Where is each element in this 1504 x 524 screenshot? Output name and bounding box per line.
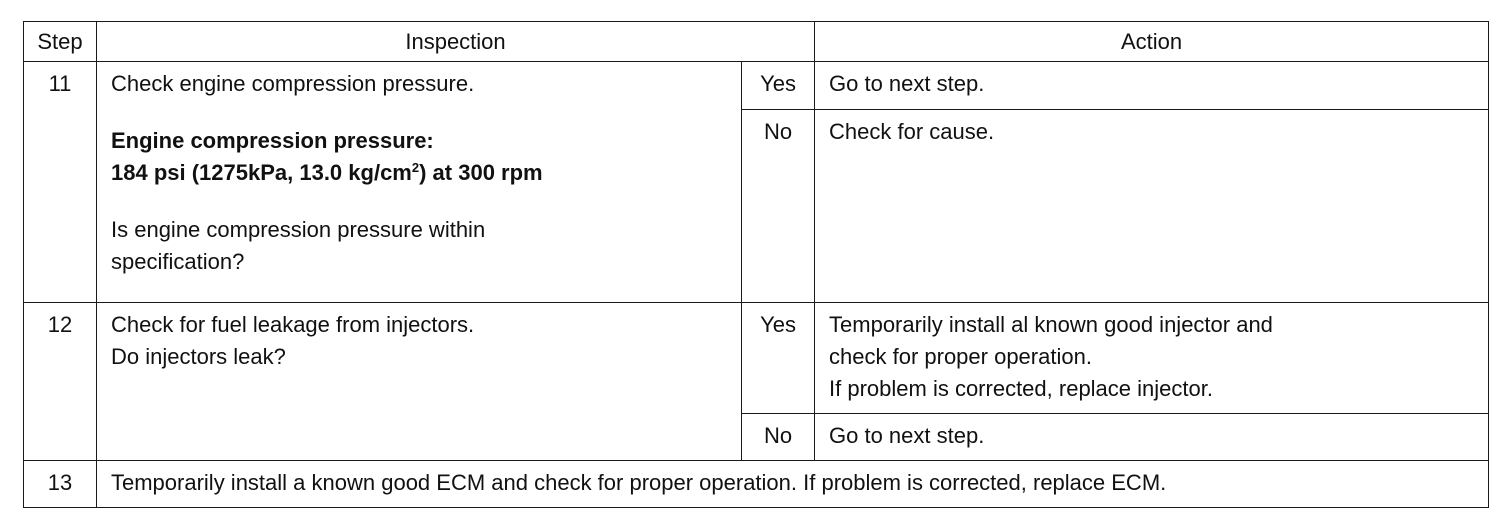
yes-label: Yes — [742, 62, 815, 110]
spec-value: 184 psi (1275kPa, 13.0 $kg/cm^2$) at 300 rpm — [111, 160, 543, 185]
step-number: 12 — [24, 303, 97, 461]
yes-action: Temporarily install al known good injector and check for proper operation. If problem is corrected, replace injector. — [815, 303, 1489, 414]
no-action: Check for cause. — [815, 110, 1489, 303]
yes-label: Yes — [742, 303, 815, 414]
no-label: No — [742, 414, 815, 461]
step-number: 11 — [24, 62, 97, 303]
table-row — [24, 62, 1489, 110]
diagnostic-table — [23, 21, 1489, 508]
spec-title: Engine compression pressure: — [111, 128, 434, 153]
table-row — [24, 461, 1489, 508]
header-action: Action — [815, 22, 1489, 62]
header-row — [24, 22, 1489, 62]
question-text: Is engine compression pressure within — [111, 217, 486, 242]
no-label: No — [742, 110, 815, 303]
question-text: specification? — [111, 249, 245, 274]
step-number: 13 — [24, 461, 97, 508]
full-width-text: Temporarily install a known good ECM and check for proper operation. If problem is corrected, replace ECM. — [97, 461, 1489, 508]
header-step: Step — [24, 22, 97, 62]
header-inspection: Inspection — [97, 22, 815, 62]
yes-action: Go to next step. — [815, 62, 1489, 110]
question-text: Do injectors leak? — [111, 344, 286, 369]
inspection-cell — [97, 62, 742, 303]
table-row — [24, 303, 1489, 414]
inspection-text: Check engine compression pressure. — [111, 71, 475, 96]
no-action: Go to next step. — [815, 414, 1489, 461]
inspection-cell — [97, 303, 742, 461]
inspection-text: Check for fuel leakage from injectors. — [111, 312, 475, 337]
